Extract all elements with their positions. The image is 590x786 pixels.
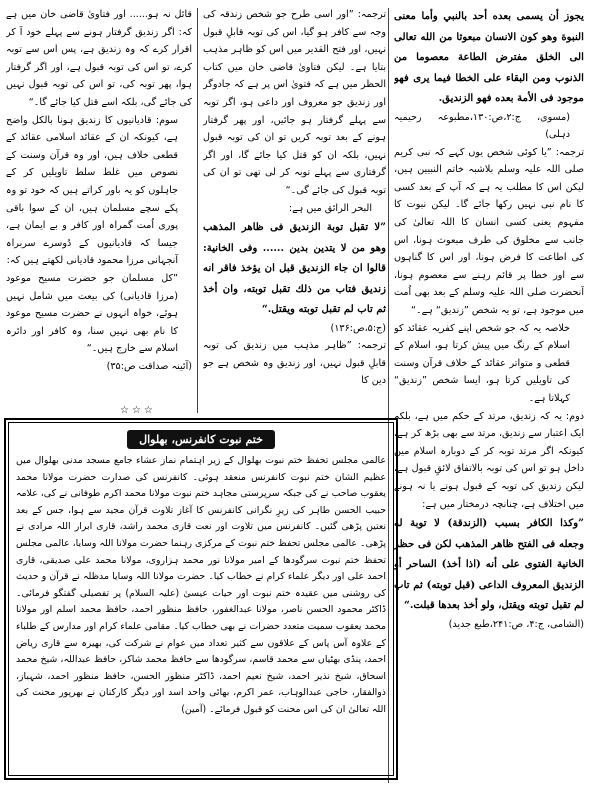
second-point-paragraph: دوم: یہ کہ زندیق، مرتد کے حکم میں ہے، بلکہ ایک اعتبار سے زندیق، مرتد سے بھی بڑھ کر ہے، کیونکہ اگر مرتد توبہ کر کے دوبارہ اسلام میں داخل ہو تو اس کی توبہ بالاتفاق لائقِ قبول ہے، لیکن زندیق کی توبہ کے قبول ہونے یا نہ ہونے میں اختلاف ہے، چنانچہ درمختار میں ہے:: [394, 410, 584, 510]
news-box-header: [6, 428, 396, 449]
translation-qadi-khan: ترجمہ: ”اور اسی طرح جو شخص زندقہ کی وجہ سے کافر ہو گیا، اس کی توبہ قابلِ قبول نہیں، اور فتح القدیر میں اس کو ظاہر مذہب بتایا ہے۔ لیکن فتاویٰ قاضی خان میں کتاب الحظر میں ہے کہ فتویٰ اس پر ہے کہ جادوگر اور زندیق جو معروف اور داعی ہو، اگر توبہ سے پہلے گرفتار ہو جائیں، اور پھر گرفتار ہونے کے بعد توبہ کریں تو ان کی توبہ قبول نہیں، بلکہ ان کو قتل کیا جائے گا، اور اگر گرفتاری سے پہلے توبہ کر لی تھی تو ان کی توبہ قبول کی جائے گی۔“: [203, 9, 386, 196]
reference-bahr: (ج:۵،ص:۱۳۶): [330, 322, 386, 334]
news-box-title: ختم نبوت کانفرنس، بھلوال: [127, 430, 275, 449]
left-column: [6, 6, 192, 416]
continuation-paragraph: قائل نہ ہو...... اور فتاویٰ قاضی خان میں ہے کہ: اگر زندیق گرفتار ہونے سے پہلے خود آ کر اقرار کرے کہ وہ زندیق ہے، پس اس سے توبہ کرے، تو اس کی توبہ قبول ہے، اور اگر گرفتار ہوا، پھر توبہ کی، تو اس کی توبہ قبول نہیں کی جائے گی، بلکہ اسے قتل کیا جائے گا۔“: [6, 9, 192, 108]
reference-musawwa: (مسوی، ج:۲،ص:۱۳۰،مطبوعہ رحیمیہ دہلی): [394, 111, 571, 141]
mahmood-quote: ”کل مسلمان جو حضرت مسیح موعود (مرزا قادیانی) کی بیعت میں شامل نہیں ہوئے، خواہ انہوں نے حضرت مسیح موعود کا نام بھی نہیں سنا، وہ کافر اور دائرہ اسلام سے خارج ہیں۔“: [6, 272, 178, 355]
reference-shami: (الشامی، ج:۴، ص:۲۴۱،طبع جدید): [448, 618, 584, 630]
section-separator-stars: ☆☆☆: [120, 405, 156, 416]
translation-zahir-mazhab: ترجمہ: ”ظاہر مذہب میں زندیق کی توبہ قابلِ قبول نہیں، اور زندیق وہ شخص ہے جو دین کا: [203, 340, 386, 387]
summary-paragraph: خلاصہ یہ کہ جو شخص اپنے کفریہ عقائد کو اسلام کے رنگ میں پیش کرتا ہو، اسلام کے قطعی و متواتر عقائد کے خلاف قرآن وسنت کی تاویلیں کرتا ہو، ایسا شخص ”زندیق“ کہلاتا ہے۔: [394, 322, 570, 404]
news-box-body: عالمی مجلس تحفظ ختم نبوت بھلوال کے زیر اہتمام نماز عشاء جامع مسجد مدنی بھلوال میں عظیم الشان ختم نبوت کانفرنس منعقد ہوئی۔ کانفرنس کی صدارت حضرت مولانا محمد یعقوب صاحب نے کی جبکہ سرپرستی مجاہد ختم نبوت مولانا محمد اکرم طوفانی نے کی، علامہ حبیب الحسن طاہر کی زیرِ نگرانی کانفرنس کا آغاز تلاوت قرآن مجید سے ہوا، جس کے بعد نعتیں پڑھی گئیں۔ کانفرنس میں تلاوت اور نعت قاری محمد راشد، قاری ابرار اللہ مرادی نے پڑھی۔ عالمی مجلس تحفظ ختم نبوت کے مرکزی رہنما حضرت مولانا اللہ وسایا، عالمی مجلس تحفظ ختم نبوت سرگودھا کے امیر مولانا نور محمد ہزاروی، مولانا محمد علی صدیقی، قاری احمد علی اور دیگر علماء کرام نے خطاب کیا۔ حضرت مولانا اللہ وسایا مدظلہ نے قرآن و حدیث کی روشنی میں عقیدہ ختم نبوت اور حیات عیسیٰ (علیہ السلام) پر تفصیلی گفتگو فرمائی۔ ڈاکٹر محمود الحسن ناصر، مولانا عبدالغفور، حافظ منظور احمد، حافظ محمد اسلم اور مولانا محمد یعقوب سمیت متعدد حضرات نے بھی خطاب کیا۔ مقامی علماء کرام اور مدارس کے طلباء کے علاوہ آس پاس کے علاقوں سے کثیر تعداد میں عوام نے شرکت کی، بھیرہ سے قاری ریاض احمد، پنڈی بھٹیاں سے محمد قاسم، سرگودھا سے حافظ محمد شاکر، حافظ عبداللہ، شیخ محمد اسحاق، شیخ نذیر احمد، شیخ نعیم احمد، ڈاکٹر منظور الحسن، حافظ منظور احمد، شہباز، ذوالفقار، حاجی عبدالوہاب، عمر اکرم، بھائی واحد اسد اور دیگر کارکنان نے بھرپور محنت کی اللہ تعالیٰ ان کی اس محنت کو قبول فرمائے۔ (آمین): [15, 455, 386, 715]
right-column: [394, 6, 584, 786]
arabic-quote-bahr: ”لا تقبل توبة الزنديق فى ظاهر المذهب وهو من لا يتدين بدين ...... وفى الخانية: قالوا ان جاء الزنديق قبل ان يؤخذ فاقر انه زنديق فتاب من ذلك تقبل توبته، وان أخذ ثم تاب لم تقبل توبته ويقتل.“: [203, 221, 386, 316]
translation-paragraph: ترجمہ: ”یا کوئی شخص یوں کہے کہ نبی کریم صلی اللہ علیہ وسلم بلاشبہ خاتم النبیین ہیں، لیکن اس کا مطلب یہ ہے کہ آپ کے بعد کسی کا نام نبی نہیں رکھا جائے گا۔ لیکن نبوت کا مفہوم یعنی کسی انسان کا اللہ تعالیٰ کی جانب سے مخلوق کی طرف مبعوث ہونا، اس کی اطاعت کا فرض ہونا، اور اس کا گناہوں سے اور خطا پر قائم رہنے سے معصوم ہونا، آنحضرت صلی اللہ علیہ وسلم کے بعد بھی اُمت میں موجود ہے، تو یہ شخص ”زندیق“ ہے۔“: [394, 146, 584, 317]
bahr-intro: البحر الرائق میں ہے:: [288, 202, 372, 214]
arabic-quote-durr: ”وكذا الكافر بسبب (الزندقة) لا توبة له وجعله فى الفتح ظاهر المذهب لكن فى حظر الخانية الفتوى على أنه (اذا أخذ) الساحر أو الزنديق المعروف الداعى (قبل توبته) ثم تاب لم تقبل توبته ويقتل، ولو أخذ بعدها قبلت.“: [394, 517, 584, 612]
arabic-quote-top: يجوز أن يسمى بعده أحد بالنبي وأما معنى النبوة وهو كون الانسان مبعوثا من الله تعالى الى الخلق مفترض الطاعة معصوما من الذنوب ومن البقاء على الخطا فيما يرى فهو موجود فى الأمة بعده فهو الزنديق.: [394, 10, 584, 104]
third-point-paragraph: سوم: قادیانیوں کا زندیق ہونا بالکل واضح ہے، کیونکہ ان کے عقائد اسلامی عقائد کے قطعی خلاف ہیں، اور وہ قرآن وسنت کے نصوص میں غلط سلط تاویلیں کر کے جاہلوں کو یہ باور کراتے ہیں کہ خود تو وہ پکے سچے مسلمان ہیں، ان کے سوا باقی پوری اُمت گمراہ اور کافر و بے ایمان ہے، جیسا کہ قادیانیوں کے دُوسرے سربراہ آنجہانی مرزا محمود قادیانی لکھتے ہیں کہ:: [6, 114, 178, 267]
news-box: [4, 418, 398, 780]
middle-column: [203, 6, 386, 416]
column-divider-left: [197, 8, 198, 413]
reference-aina-sadaqat: (آئینہ صداقت ص:۳۵): [106, 360, 192, 372]
